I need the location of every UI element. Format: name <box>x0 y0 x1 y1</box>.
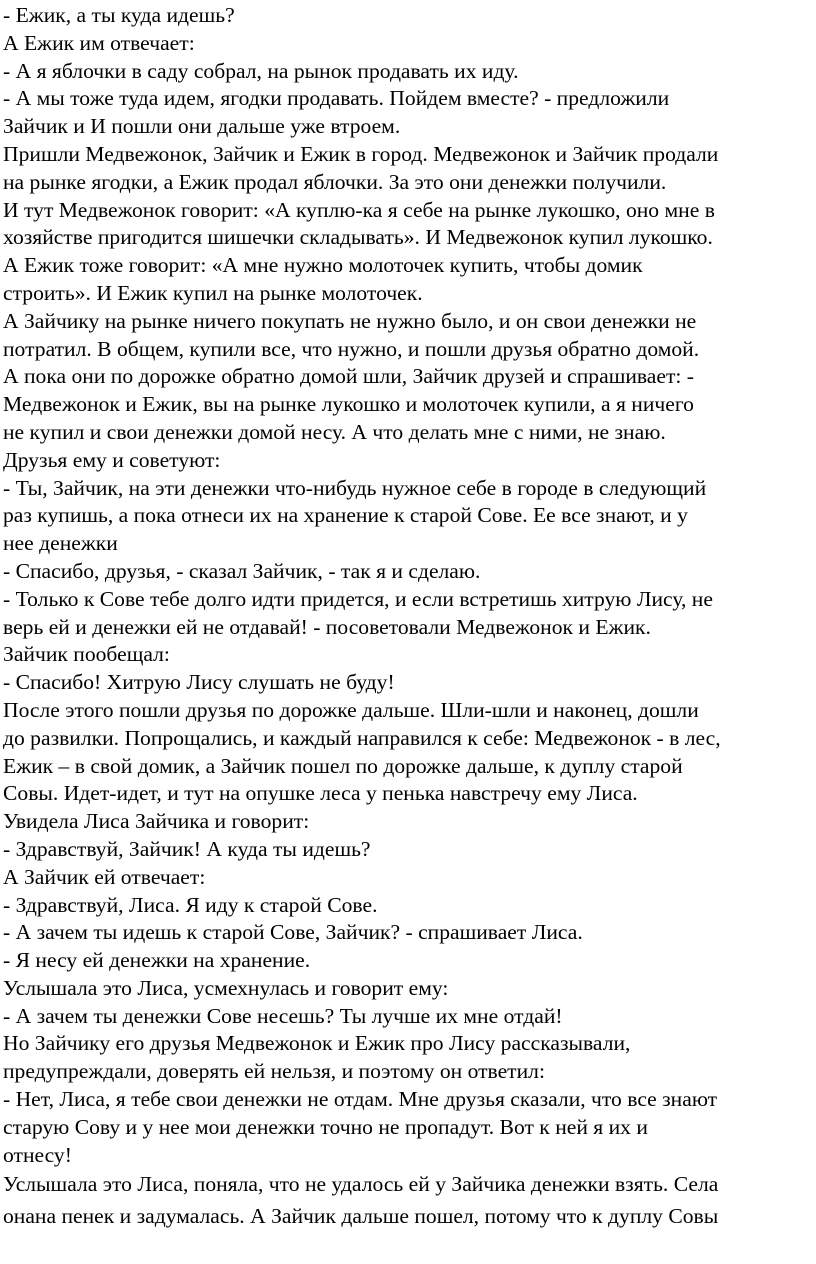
text-line: - Нет, Лиса, я тебе свои денежки не отдам. Мне друзья сказали, что все знают <box>3 1087 718 1112</box>
text-line: И тут Медвежонок говорит: «А куплю-ка я себе на рынке лукошко, оно мне в <box>3 197 715 222</box>
text-line: А Ежик им отвечает: <box>3 30 195 55</box>
text-line: верь ей и денежки ей не отдавай! - посоветовали Медвежонок и Ежик. <box>3 614 651 639</box>
text-line: предупреждали, доверять ей нельзя, и поэтому он ответил: <box>3 1059 545 1084</box>
text-line: старую Сову и у нее мои денежки точно не пропадут. Вот к ней я их и <box>3 1114 648 1139</box>
text-line: отнесу! <box>3 1142 72 1167</box>
text-line: раз купишь, а пока отнеси их на хранение к старой Сове. Ее все знают, и у <box>3 503 688 528</box>
text-line: - А я яблочки в саду собрал, на рынок продавать их иду. <box>3 58 519 83</box>
text-line: Ежик – в свой домик, а Зайчик пошел по дорожке дальше, к дуплу старой <box>3 753 683 778</box>
text-line: Но Зайчику его друзья Медвежонок и Ежик про Лису рассказывали, <box>3 1031 631 1056</box>
text-line: Увидела Лиса Зайчика и говорит: <box>3 809 310 834</box>
text-line: А Зайчику на рынке ничего покупать не нужно было, и он свои денежки не <box>3 308 697 333</box>
text-line: - А мы тоже туда идем, ягодки продавать. Пойдем вместе? - предложили <box>3 86 670 111</box>
text-line: - Спасибо! Хитрую Лису слушать не буду! <box>3 670 395 695</box>
text-line: до развилки. Попрощались, и каждый направился к себе: Медвежонок - в лес, <box>3 725 721 750</box>
text-line: - Здравствуй, Лиса. Я иду к старой Сове. <box>3 892 378 917</box>
text-line: А пока они по дорожке обратно домой шли, Зайчик друзей и спрашивает: - <box>3 364 694 389</box>
text-line: - Ты, Зайчик, на эти денежки что-нибудь нужное себе в городе в следующий <box>3 475 707 500</box>
text-line: на рынке ягодки, а Ежик продал яблочки. За это они денежки получили. <box>3 169 667 194</box>
text-line: - Спасибо, друзья, - сказал Зайчик, - так я и сделаю. <box>3 558 481 583</box>
text-line: - А зачем ты денежки Сове несешь? Ты лучше их мне отдай! <box>3 1003 563 1028</box>
text-line: - А зачем ты идешь к старой Сове, Зайчик? - спрашивает Лиса. <box>3 920 583 945</box>
text-line: Пришли Медвежонок, Зайчик и Ежик в город. Медвежонок и Зайчик продали <box>3 141 719 166</box>
text-line: нее денежки <box>3 531 118 556</box>
text-line: Друзья ему и советуют: <box>3 447 221 472</box>
text-line: онана пенек и задумалась. А Зайчик дальше пошел, потому что к дуплу Совы <box>3 1204 719 1229</box>
text-line: потратил. В общем, купили все, что нужно, и пошли друзья обратно домой. <box>3 336 700 361</box>
text-line: не купил и свои денежки домой несу. А что делать мне с ними, не знаю. <box>3 419 666 444</box>
text-line: - Ежик, а ты куда идешь? <box>3 3 235 27</box>
text-line: А Зайчик ей отвечает: <box>3 864 206 889</box>
text-line: - Здравствуй, Зайчик! А куда ты идешь? <box>3 836 371 861</box>
text-line: Зайчик пообещал: <box>3 642 170 667</box>
text-line: - Я несу ей денежки на хранение. <box>3 948 311 973</box>
text-line: А Ежик тоже говорит: «А мне нужно молоточек купить, чтобы домик <box>3 253 643 278</box>
text-line: Зайчик и И пошли они дальше уже втроем. <box>3 114 401 139</box>
text-line: строить». И Ежик купил на рынке молоточек. <box>3 280 423 305</box>
text-line: Услышала это Лиса, усмехнулась и говорит ему: <box>3 975 449 1000</box>
text-line: хозяйстве пригодится шишечки складывать». И Медвежонок купил лукошко. <box>3 225 713 250</box>
text-line: Медвежонок и Ежик, вы на рынке лукошко и молоточек купили, а я ничего <box>3 392 694 417</box>
text-line: Услышала это Лиса, поняла, что не удалось ей у Зайчика денежки взять. Села <box>3 1172 719 1197</box>
text-line: После этого пошли друзья по дорожке дальше. Шли-шли и наконец, дошли <box>3 697 699 722</box>
text-line: - Только к Сове тебе долго идти придется, и если встретишь хитрую Лису, не <box>3 586 713 611</box>
text-line: Совы. Идет-идет, и тут на опушке леса у пенька навстречу ему Лиса. <box>3 781 638 806</box>
